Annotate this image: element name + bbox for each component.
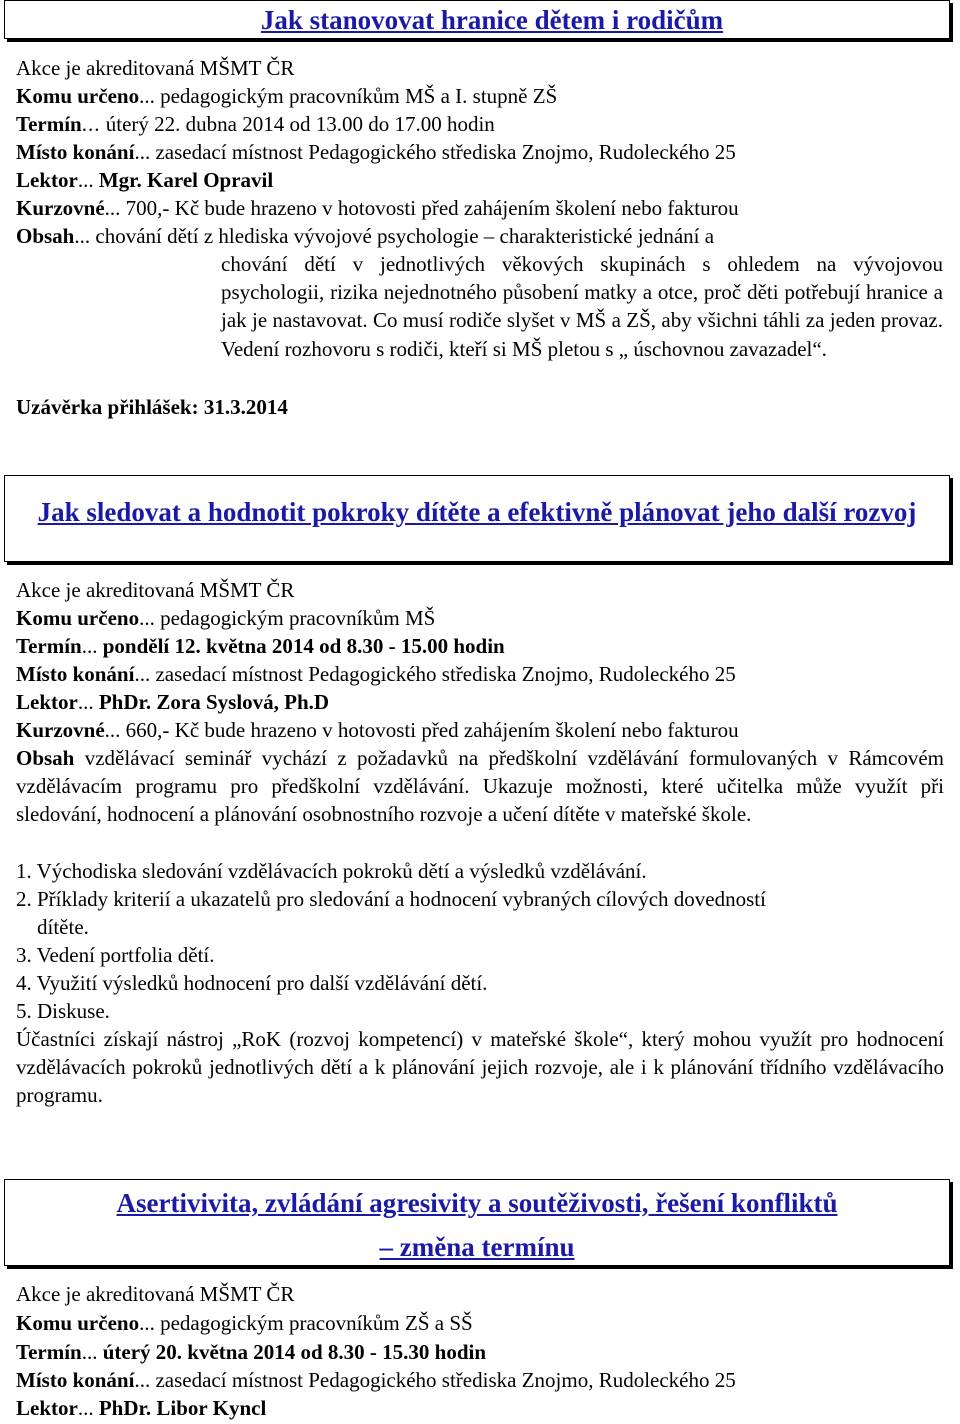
- item-number: 2.: [16, 887, 32, 911]
- course2-misto-row: [16, 660, 736, 688]
- course2-closing: Účastníci získají nástroj „RoK (rozvoj kompetencí) v mateřské škole“, který mohou využít pro hodnocení vzdělávacích pokroků jednotlivých dětí a k plánování jejich rozvoje, ale i k plánování třídního vzdělávacího programu.: [16, 1027, 944, 1108]
- misto-value: zasedací místnost Pedagogického střediska Znojmo, Rudoleckého 25: [150, 140, 736, 164]
- obsah-label: Obsah: [16, 224, 75, 248]
- course2-item-3: [16, 941, 936, 969]
- termin-label: Termín: [16, 1340, 82, 1364]
- termin-dots: ...: [81, 112, 101, 136]
- obsah-label: Obsah: [16, 746, 75, 770]
- lektor-value: PhDr. Libor Kyncl: [93, 1396, 267, 1420]
- course3-title-block: [5, 1180, 949, 1265]
- course2-item-5: [16, 997, 936, 1025]
- course1-obsah-row: [16, 222, 714, 250]
- obsah-dots: ...: [74, 224, 91, 248]
- course3-termin-row: [16, 1338, 486, 1366]
- course1-obsah-text: chování dětí v jednotlivých věkových skupinách s ohledem na vývojovou psychologii, rizika nejednotného působení matky a otce, proč děti potřebují hranice a jak je nastavovat. Co musí rodiče slyšet v MŠ a ZŠ, aby všichni táhli za jeden provaz. Vedení rozhovoru s rodiči, kteří si MŠ pletou s „ úschovnou zavazadel“.: [221, 252, 943, 361]
- komu-value: pedagogickým pracovníkům ZŠ a SŠ: [154, 1311, 473, 1335]
- course2-title-box: [4, 475, 950, 562]
- course2-lektor-row: [16, 688, 329, 716]
- lektor-dots: ...: [77, 1396, 94, 1420]
- item-text: Příklady kriterií a ukazatelů pro sledování a hodnocení vybraných cílových dovedností: [31, 887, 766, 911]
- misto-label: Místo konání: [16, 1368, 135, 1392]
- komu-label: Komu určeno: [16, 606, 140, 630]
- kurzovne-dots: ...: [104, 718, 121, 742]
- item-text: Využití výsledků hodnocení pro další vzdělávání dětí.: [31, 971, 488, 995]
- misto-value: zasedací místnost Pedagogického střediska Znojmo, Rudoleckého 25: [150, 662, 736, 686]
- course1-kurzovne-row: [16, 194, 739, 222]
- lektor-label: Lektor: [16, 690, 78, 714]
- course3-accreditation: Akce je akreditovaná MŠMT ČR: [16, 1282, 295, 1306]
- kurzovne-price: 700,- Kč: [120, 196, 200, 220]
- course1-komu-row: [16, 82, 557, 110]
- course3-lektor-row: [16, 1394, 266, 1422]
- lektor-value: Mgr. Karel Opravil: [93, 168, 274, 192]
- course1-title-box: [4, 0, 950, 39]
- course2-obsah: [16, 744, 944, 829]
- obsah-text: vzdělávací seminář vychází z požadavků na předškolní vzdělávání formulovaných v Rámcovém vzdělávacím programu pro předškolní vzdělávání. Ukazuje možnosti, které učitelka může využít při sledování, hodnocení a plánování osobnostního rozvoje a učení dítěte v mateřské škole.: [16, 746, 944, 827]
- termin-value: úterý 22. dubna 2014 od 13.00 do 17.00 hodin: [100, 112, 495, 136]
- misto-label: Místo konání: [16, 140, 135, 164]
- course3-komu-row: [16, 1309, 473, 1337]
- lektor-label: Lektor: [16, 168, 78, 192]
- misto-value: zasedací místnost Pedagogického střediska Znojmo, Rudoleckého 25: [150, 1368, 736, 1392]
- course3-misto-row: [16, 1366, 736, 1394]
- course1-uzaverka: Uzávěrka přihlášek: 31.3.2014: [16, 395, 288, 419]
- course2-item-1: [16, 857, 936, 885]
- course1-misto-row: [16, 138, 736, 166]
- kurzovne-price: 660,- Kč: [120, 718, 200, 742]
- obsah-first-line: chování dětí z hlediska vývojové psychologie – charakteristické jednání a: [90, 224, 715, 248]
- item-text: Vedení portfolia dětí.: [31, 943, 215, 967]
- komu-label: Komu určeno: [16, 84, 140, 108]
- komu-value: pedagogickým pracovníkům MŠ a I. stupně ZŠ: [154, 84, 558, 108]
- komu-label: Komu určeno: [16, 1311, 140, 1335]
- lektor-value: PhDr. Zora Syslová, Ph.D: [93, 690, 330, 714]
- course3-subtitle: – změna termínu: [379, 1232, 575, 1262]
- misto-dots: ...: [134, 140, 151, 164]
- misto-label: Místo konání: [16, 662, 135, 686]
- item-text: Východiska sledování vzdělávacích pokroků dětí a výsledků vzdělávání.: [31, 859, 647, 883]
- course1-lektor-row: [16, 166, 273, 194]
- kurzovne-label: Kurzovné: [16, 718, 105, 742]
- lektor-label: Lektor: [16, 1396, 78, 1420]
- item-number: 5.: [16, 999, 32, 1023]
- course2-item-4: [16, 969, 936, 997]
- course2-kurzovne-row: [16, 716, 739, 744]
- course1-title: Jak stanovovat hranice dětem i rodičům: [260, 5, 724, 35]
- termin-value: úterý 20. května 2014 od 8.30 - 15.30 hodin: [97, 1340, 487, 1364]
- item-number: 1.: [16, 859, 32, 883]
- komu-dots: ...: [139, 1311, 155, 1335]
- lektor-dots: ...: [77, 168, 94, 192]
- course1-termin-row: [16, 110, 495, 138]
- termin-label: Termín: [16, 112, 82, 136]
- item-number: 4.: [16, 971, 32, 995]
- course1-accreditation: Akce je akreditovaná MŠMT ČR: [16, 56, 295, 80]
- item-number: 3.: [16, 943, 32, 967]
- lektor-dots: ...: [77, 690, 94, 714]
- kurzovne-dots: ...: [104, 196, 121, 220]
- kurzovne-label: Kurzovné: [16, 196, 105, 220]
- course2-title: Jak sledovat a hodnotit pokroky dítěte a efektivně plánovat jeho další rozvoj: [37, 497, 917, 527]
- komu-value: pedagogickým pracovníkům MŠ: [154, 606, 436, 630]
- course2-termin-row: [16, 632, 505, 660]
- course3-title-box: [4, 1179, 950, 1266]
- course2-komu-row: [16, 604, 435, 632]
- kurzovne-rest: bude hrazeno v hotovosti před zahájením školení nebo fakturou: [199, 718, 739, 742]
- misto-dots: ...: [134, 662, 151, 686]
- termin-value: pondělí 12. května 2014 od 8.30 - 15.00 hodin: [97, 634, 505, 658]
- termin-dots: ...: [81, 634, 98, 658]
- kurzovne-rest: bude hrazeno v hotovosti před zahájením školení nebo fakturou: [199, 196, 739, 220]
- item-continuation: dítěte.: [37, 915, 89, 940]
- item-text: Diskuse.: [31, 999, 110, 1023]
- komu-dots: ...: [139, 606, 155, 630]
- course2-accreditation: Akce je akreditovaná MŠMT ČR: [16, 578, 295, 602]
- course2-item-2: [16, 885, 936, 941]
- misto-dots: ...: [134, 1368, 151, 1392]
- termin-dots: ...: [81, 1340, 98, 1364]
- course3-title: Asertivivita, zvládání agresivity a soutěživosti, řešení konfliktů: [116, 1188, 838, 1218]
- komu-dots: ...: [139, 84, 155, 108]
- termin-label: Termín: [16, 634, 82, 658]
